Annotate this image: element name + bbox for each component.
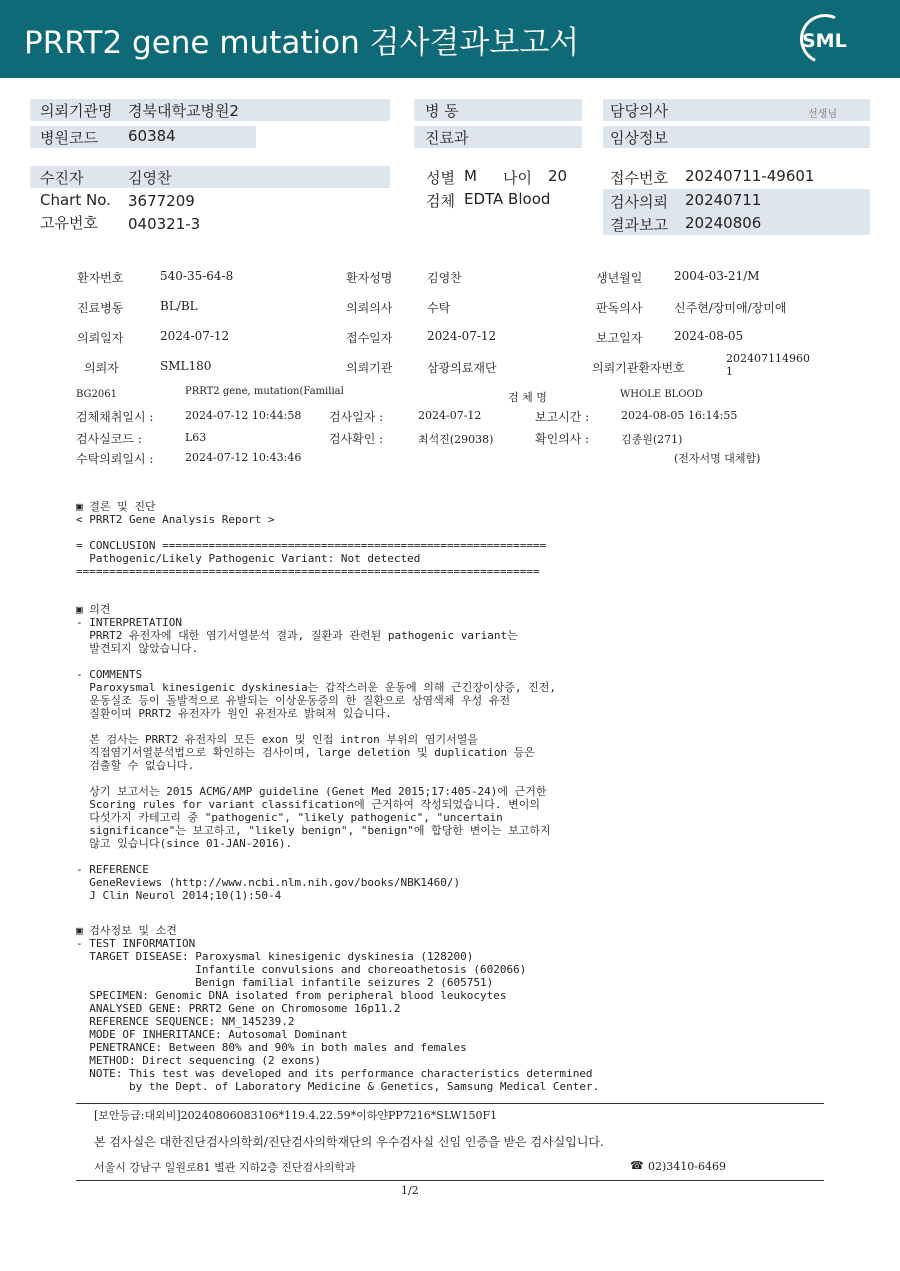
result-value: 20240806 [685,214,762,232]
test-date-value: 2024-07-12 [418,409,482,422]
r3-value1: 2024-07-12 [160,329,230,343]
r2-value1: BL/BL [160,299,198,313]
r4-label3: 의뢰기관환자번호 [592,361,685,375]
r4-value1: SML180 [160,359,212,373]
phone-icon: ☎ [630,1159,644,1172]
page-number: 1/2 [401,1184,419,1197]
sml-logo [800,14,852,66]
confirm-value: 최석진(29038) [418,433,494,446]
doctor-label: 담당의사 [610,102,668,120]
confirm-doc-label: 확인의사 : [535,432,590,446]
req-inst-value: 경북대학교병원2 [128,102,239,120]
request-label: 검사의뢰 [610,193,668,211]
r3-value3: 2024-08-05 [674,329,744,343]
sex-label: 성별 [426,169,455,187]
r1-label1: 환자번호 [77,271,124,285]
conclusion-section: ▣ 결론 및 진단 < PRRT2 Gene Analysis Report > = CONCLUSION ========================================================== Pathogenic/Likely Pathogenic Variant: Not detected ====================================================================== [76,500,547,578]
patient-pill [30,166,390,188]
r4-label2: 의뢰기관 [346,361,393,375]
r4-value2: 삼광의료재단 [427,361,497,375]
test-name: PRRT2 gene, mutation(Familial [185,386,344,397]
certification-line: 본 검사실은 대한진단검사의학회/진단검사의학재단의 우수검사실 신임 인증을 받은 검사실입니다. [94,1135,604,1149]
collect-label: 검체채취일시 : [76,410,154,424]
outsource-value: 2024-07-12 10:43:46 [185,451,302,464]
r3-label3: 보고일자 [596,331,643,345]
lab-code-value: L63 [185,431,207,444]
r2-label1: 진료병동 [77,301,124,315]
test-code: BG2061 [76,389,117,400]
lab-code-label: 검사실코드 : [76,432,142,446]
footer-top-rule [76,1103,824,1104]
specimen-name-value: WHOLE BLOOD [620,389,703,400]
req-inst-label: 의뢰기관명 [40,102,113,120]
request-value: 20240711 [685,191,762,209]
confirm-doc-value: 김종원(271) [621,433,683,446]
doctor-suffix: 선생님 [808,109,837,120]
specimen-label: 검체 [426,192,455,210]
clinical-label: 임상정보 [610,129,668,147]
r4-value3: 202407114960 [726,352,810,365]
report-time-label: 보고시간 : [535,410,590,424]
logo-text: SML [802,30,847,52]
unique-value: 040321-3 [128,215,201,233]
interpretation-section: ▣ 의견 - INTERPRETATION PRRT2 유전자에 대한 염기서열분석 결과, 질환과 관련된 pathogenic variant는 발견되지 않았습니다. - COMMENTS Paroxysmal kinesigenic dyskinesia는 갑작스러운 운동에 의해 근긴장이상증, 진전, 운동실조 등이 돌발적으로 유발되는 이상운동증의 한 질환으로 상염색체 우성 유전 질환이며 PRRT2 유전자가 원인 유전자로 밝혀져 있습니다. 본 검사는 PRRT2 유전자의 모든 exon 및 인접 intron 부위의 염기서열을 직접염기서열분석법으로 확인하는 검사이며, large deletion 및 duplication 등은 검출할 수 없습니다. 상기 보고서는 2015 ACMG/AMP guideline (Genet Med 2015;17:405-24)에 근거한 Scoring rules for variant classification에 근거하여 작성되었습니다. 변이의 다섯가지 카테고리 중 "pathogenic", "likely pathogenic", "uncertain significance"는 보고하고, "likely benign", "benign"에 합당한 변이는 보고하지 않고 있습니다(since 01-JAN-2016). - REFERENCE GeneReviews (http://www.ncbi.nlm.nih.gov/books/NBK1460/) J Clin Neurol 2014;10(1):50-4 [76,603,557,902]
r2-value3: 신주현/장미애/장미애 [674,301,787,315]
esign-note: (전자서명 대체함) [674,452,761,465]
sex-value: M [464,167,477,185]
report-time-value: 2024-08-05 16:14:55 [621,409,738,422]
result-label: 결과보고 [610,216,668,234]
r1-value2: 김영찬 [427,271,462,285]
r3-label1: 의뢰일자 [77,331,124,345]
phone-number: 02)3410-6469 [648,1160,726,1173]
address-line: 서울시 강남구 일원로81 별관 지하2층 진단검사의학과 [94,1161,356,1174]
test-date-label: 검사일자 : [329,410,384,424]
age-label: 나이 [503,169,532,187]
unique-label: 고유번호 [40,214,98,232]
r3-value2: 2024-07-12 [427,329,497,343]
report-title: PRRT2 gene mutation 검사결과보고서 [24,25,580,61]
patient-value: 김영찬 [128,169,172,187]
r1-value1: 540-35-64-8 [160,269,234,283]
r1-label2: 환자성명 [346,271,393,285]
r3-label2: 접수일자 [346,331,393,345]
security-line: [보안등급:대외비]20240806083106*119.4.22.59*이하얀PP7216*SLW150F1 [94,1109,498,1122]
age-value: 20 [548,167,568,185]
collect-value: 2024-07-12 10:44:58 [185,409,302,422]
footer-bottom-rule [76,1180,824,1181]
r1-value3: 2004-03-21/M [674,269,760,283]
hosp-code-label: 병원코드 [40,129,98,147]
r2-value2: 수탁 [427,301,451,315]
r2-label2: 의뢰의사 [346,301,393,315]
chart-value: 3677209 [128,192,195,210]
r1-label3: 생년월일 [596,271,643,285]
confirm-label: 검사확인 : [329,432,384,446]
hosp-code-value: 60384 [128,127,176,145]
header-bar [0,0,900,78]
receipt-value: 20240711-49601 [685,167,815,185]
dept-label: 진료과 [425,129,469,147]
specimen-name-label: 검 체 명 [508,391,547,404]
ward-label: 병 동 [425,102,459,120]
patient-label: 수진자 [40,169,84,187]
r4-label1: 의뢰자 [84,361,119,375]
receipt-label: 접수번호 [610,169,668,187]
chart-label: Chart No. [40,191,111,209]
outsource-label: 수탁의뢰일시 : [76,452,154,466]
test-info-section: ▣ 검사정보 및 소견 - TEST INFORMATION TARGET DISEASE: Paroxysmal kinesigenic dyskinesia (128200) Infantile convulsions and choreoathetosis (602066) Benign familial infantile seizures 2 (605751) SPECIMEN: Genomic DNA isolated from peripheral blood leukocytes ANALYSED GENE: PRRT2 Gene on Chromosome 16p11.2 REFERENCE SEQUENCE: NM_145239.2 MODE OF INHERITANCE: Autosomal Dominant PENETRANCE: Between 80% and 90% in both males and females METHOD: Direct sequencing (2 exons) NOTE: This test was developed and its performance characteristics determined by the Dept. of Laboratory Medicine & Genetics, Samsung Medical Center. [76,924,600,1093]
r2-label3: 판독의사 [596,301,643,315]
specimen-value: EDTA Blood [464,190,551,208]
r4-value3-cont: 1 [726,365,733,378]
